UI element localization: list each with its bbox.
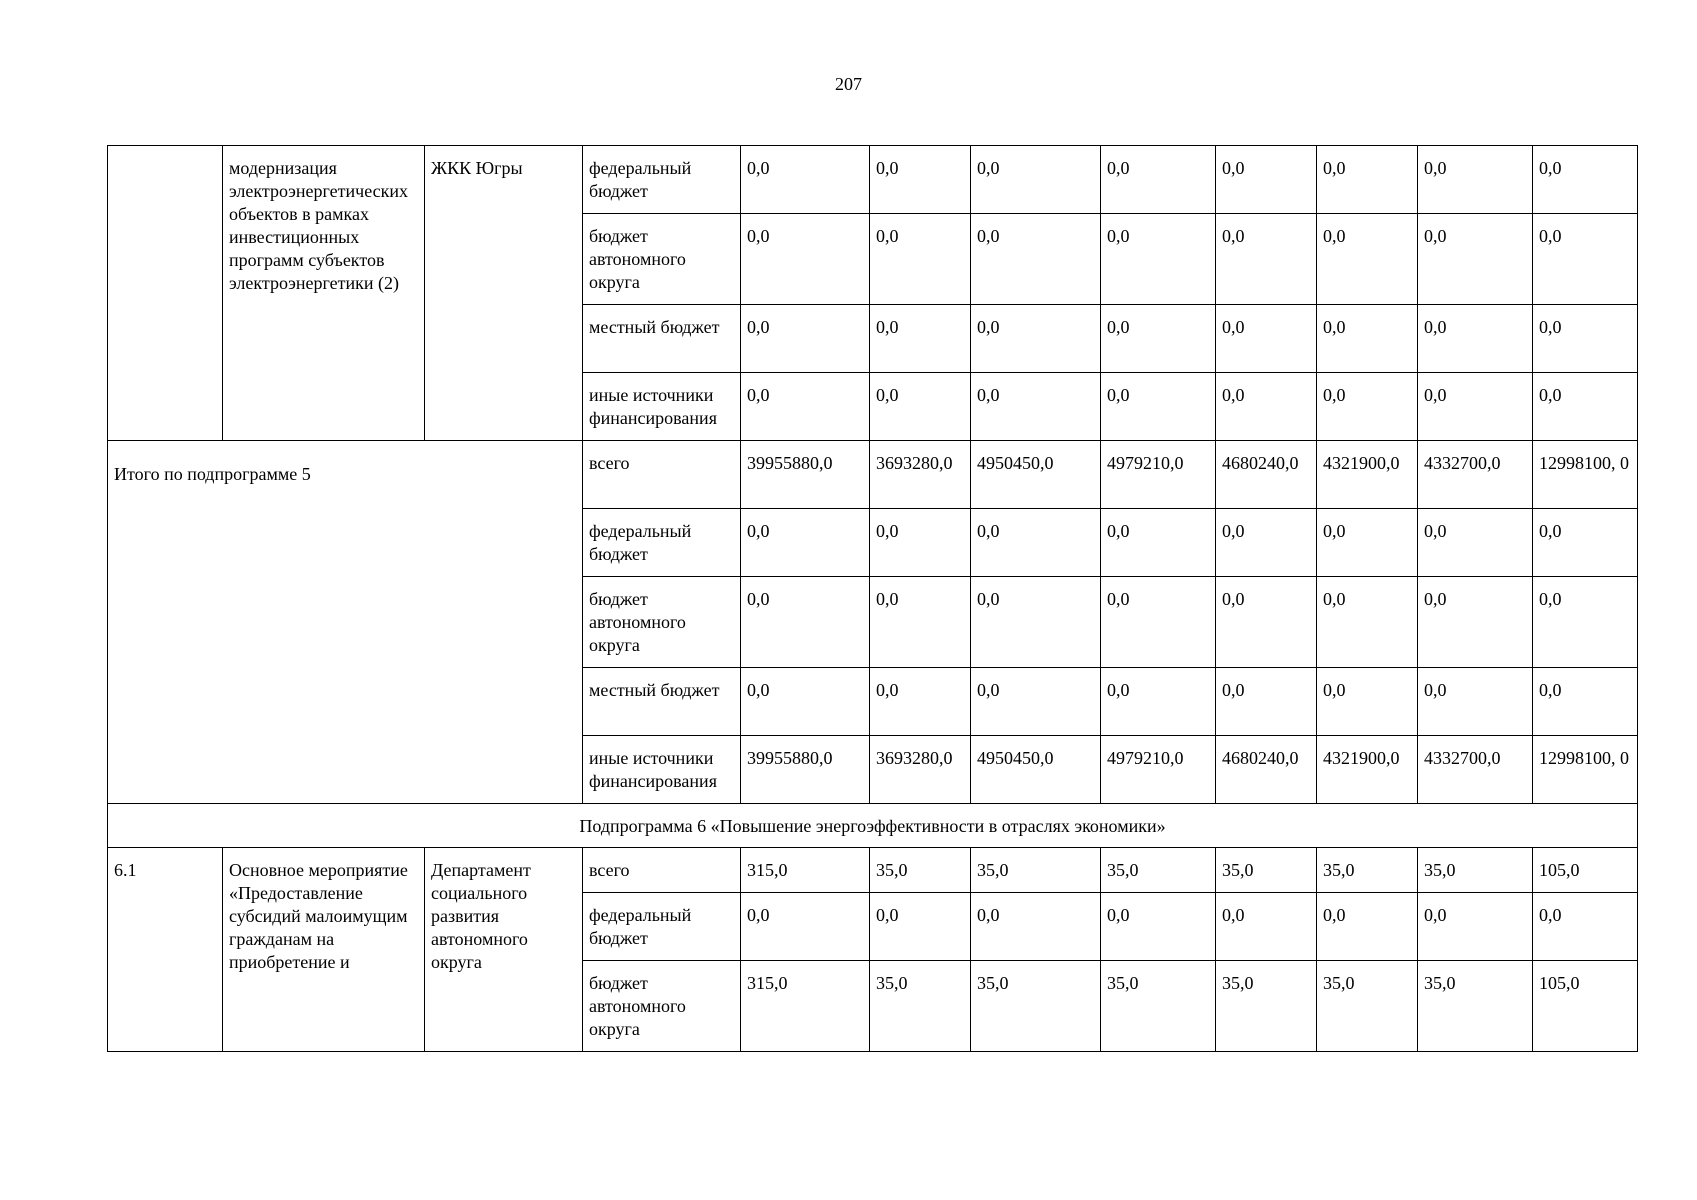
responsible-cell: Департамент социального развития автономного округа	[425, 848, 583, 1052]
amount-cell: 4680240,0	[1216, 441, 1317, 509]
amount-cell: 0,0	[971, 577, 1101, 668]
amount-cell: 0,0	[741, 373, 870, 441]
amount-cell: 0,0	[870, 893, 971, 961]
amount-cell: 0,0	[1101, 305, 1216, 373]
funding-source-cell: бюджет автономного округа	[583, 577, 741, 668]
amount-cell: 315,0	[741, 848, 870, 893]
table-row	[108, 848, 1638, 893]
amount-cell: 0,0	[741, 668, 870, 736]
funding-source-cell: бюджет автономного округа	[583, 961, 741, 1052]
amount-cell: 0,0	[1101, 146, 1216, 214]
amount-cell: 0,0	[870, 305, 971, 373]
amount-cell: 0,0	[870, 214, 971, 305]
amount-cell: 4321900,0	[1317, 736, 1418, 804]
amount-cell: 0,0	[1533, 509, 1638, 577]
amount-cell: 0,0	[971, 668, 1101, 736]
amount-cell: 0,0	[1216, 373, 1317, 441]
amount-cell: 35,0	[1418, 961, 1533, 1052]
amount-cell: 0,0	[971, 893, 1101, 961]
amount-cell: 35,0	[870, 848, 971, 893]
amount-cell: 0,0	[1216, 509, 1317, 577]
amount-cell: 0,0	[870, 577, 971, 668]
amount-cell: 0,0	[1418, 305, 1533, 373]
amount-cell: 0,0	[971, 305, 1101, 373]
amount-cell: 0,0	[1418, 373, 1533, 441]
amount-cell: 0,0	[870, 146, 971, 214]
amount-cell: 0,0	[1533, 577, 1638, 668]
amount-cell: 4950450,0	[971, 736, 1101, 804]
amount-cell: 35,0	[1317, 961, 1418, 1052]
amount-cell: 0,0	[1216, 668, 1317, 736]
amount-cell: 0,0	[1533, 373, 1638, 441]
total-label-cell: Итого по подпрограмме 5	[108, 441, 583, 804]
activity-name-cell: Основное мероприятие «Предоставление субсидий малоимущим гражданам на приобретение и	[223, 848, 425, 1052]
amount-cell: 4332700,0	[1418, 441, 1533, 509]
funding-source-cell: иные источники финансирования	[583, 736, 741, 804]
table-row	[108, 441, 1638, 509]
row-number-cell	[108, 146, 223, 441]
amount-cell: 0,0	[1101, 893, 1216, 961]
amount-cell: 0,0	[1317, 305, 1418, 373]
amount-cell: 39955880,0	[741, 441, 870, 509]
amount-cell: 105,0	[1533, 848, 1638, 893]
row-number-cell: 6.1	[108, 848, 223, 1052]
funding-source-cell: федеральный бюджет	[583, 509, 741, 577]
amount-cell: 0,0	[1418, 214, 1533, 305]
amount-cell: 0,0	[741, 577, 870, 668]
amount-cell: 35,0	[1418, 848, 1533, 893]
amount-cell: 35,0	[971, 961, 1101, 1052]
subprogram-heading-row	[108, 804, 1638, 848]
amount-cell: 35,0	[1216, 848, 1317, 893]
amount-cell: 0,0	[1216, 146, 1317, 214]
funding-source-cell: федеральный бюджет	[583, 893, 741, 961]
amount-cell: 0,0	[1216, 577, 1317, 668]
amount-cell: 0,0	[971, 214, 1101, 305]
amount-cell: 0,0	[971, 146, 1101, 214]
amount-cell: 35,0	[971, 848, 1101, 893]
amount-cell: 35,0	[870, 961, 971, 1052]
amount-cell: 35,0	[1101, 961, 1216, 1052]
amount-cell: 315,0	[741, 961, 870, 1052]
responsible-cell: ЖКК Югры	[425, 146, 583, 441]
amount-cell: 12998100, 0	[1533, 736, 1638, 804]
page-number: 207	[835, 74, 862, 94]
amount-cell: 0,0	[1317, 146, 1418, 214]
amount-cell: 0,0	[1101, 577, 1216, 668]
amount-cell: 0,0	[1101, 509, 1216, 577]
amount-cell: 39955880,0	[741, 736, 870, 804]
amount-cell: 0,0	[1317, 509, 1418, 577]
funding-source-cell: местный бюджет	[583, 305, 741, 373]
amount-cell: 0,0	[741, 214, 870, 305]
amount-cell: 0,0	[741, 509, 870, 577]
amount-cell: 4950450,0	[971, 441, 1101, 509]
amount-cell: 35,0	[1317, 848, 1418, 893]
amount-cell: 0,0	[1418, 577, 1533, 668]
table-body	[108, 146, 1638, 1052]
activity-name-cell: модернизация электроэнергетических объектов в рамках инвестиционных программ субъектов электроэнергетики (2)	[223, 146, 425, 441]
amount-cell: 0,0	[741, 893, 870, 961]
budget-table	[107, 145, 1638, 1052]
amount-cell: 0,0	[870, 373, 971, 441]
amount-cell: 0,0	[1533, 668, 1638, 736]
amount-cell: 0,0	[1418, 668, 1533, 736]
amount-cell: 0,0	[1317, 577, 1418, 668]
amount-cell: 35,0	[1216, 961, 1317, 1052]
amount-cell: 4332700,0	[1418, 736, 1533, 804]
amount-cell: 0,0	[1317, 893, 1418, 961]
amount-cell: 0,0	[1418, 893, 1533, 961]
amount-cell: 4321900,0	[1317, 441, 1418, 509]
amount-cell: 0,0	[971, 373, 1101, 441]
amount-cell: 105,0	[1533, 961, 1638, 1052]
amount-cell: 0,0	[1101, 668, 1216, 736]
amount-cell: 4979210,0	[1101, 441, 1216, 509]
funding-source-cell: иные источники финансирования	[583, 373, 741, 441]
funding-source-cell: бюджет автономного округа	[583, 214, 741, 305]
amount-cell: 0,0	[1216, 305, 1317, 373]
table-row	[108, 146, 1638, 214]
amount-cell: 0,0	[1101, 373, 1216, 441]
amount-cell: 0,0	[1101, 214, 1216, 305]
amount-cell: 0,0	[870, 509, 971, 577]
amount-cell: 3693280,0	[870, 441, 971, 509]
amount-cell: 0,0	[870, 668, 971, 736]
amount-cell: 0,0	[1216, 893, 1317, 961]
amount-cell: 35,0	[1101, 848, 1216, 893]
amount-cell: 3693280,0	[870, 736, 971, 804]
funding-source-cell: местный бюджет	[583, 668, 741, 736]
amount-cell: 0,0	[1317, 214, 1418, 305]
amount-cell: 0,0	[1418, 509, 1533, 577]
amount-cell: 0,0	[1418, 146, 1533, 214]
amount-cell: 0,0	[1533, 146, 1638, 214]
amount-cell: 0,0	[1216, 214, 1317, 305]
amount-cell: 0,0	[1317, 668, 1418, 736]
amount-cell: 0,0	[971, 509, 1101, 577]
amount-cell: 0,0	[741, 146, 870, 214]
funding-source-cell: всего	[583, 441, 741, 509]
amount-cell: 4680240,0	[1216, 736, 1317, 804]
amount-cell: 0,0	[1533, 893, 1638, 961]
subprogram-heading: Подпрограмма 6 «Повышение энергоэффективности в отраслях экономики»	[108, 804, 1638, 848]
amount-cell: 0,0	[1533, 214, 1638, 305]
funding-source-cell: федеральный бюджет	[583, 146, 741, 214]
funding-source-cell: всего	[583, 848, 741, 893]
amount-cell: 12998100, 0	[1533, 441, 1638, 509]
amount-cell: 0,0	[1317, 373, 1418, 441]
amount-cell: 4979210,0	[1101, 736, 1216, 804]
amount-cell: 0,0	[1533, 305, 1638, 373]
amount-cell: 0,0	[741, 305, 870, 373]
